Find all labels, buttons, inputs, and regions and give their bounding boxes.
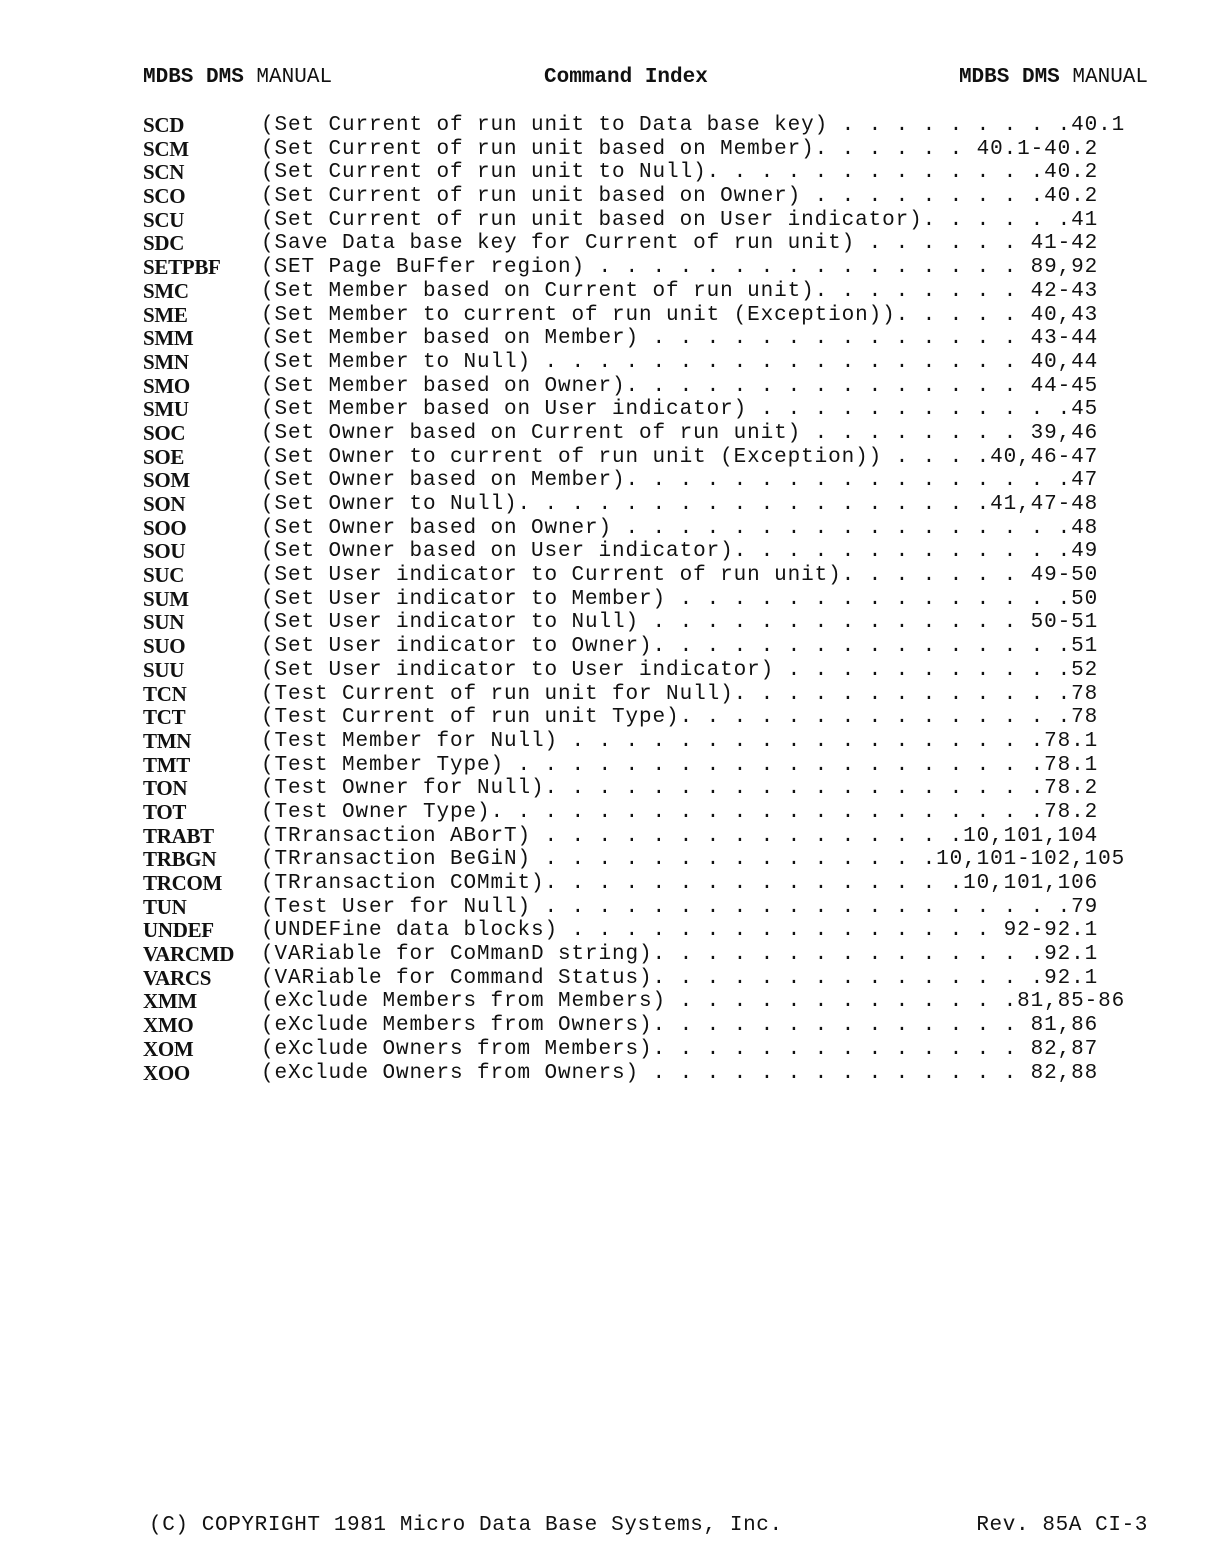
index-entry: [143, 967, 1148, 991]
command-description: (eXclude Members from Owners). . . . . . . . . . . . . . 81,86: [261, 1014, 1099, 1038]
index-entry: [143, 1062, 1148, 1086]
command-description: (Set Current of run unit based on Owner) . . . . . . . . .40.2: [261, 185, 1099, 209]
command-code: SUN: [143, 610, 185, 635]
command-description: (Set Member based on Owner). . . . . . . . . . . . . . . 44-45: [261, 374, 1099, 398]
command-code: SUO: [143, 634, 186, 659]
index-entry: [143, 517, 1148, 541]
index-entry: [143, 540, 1148, 564]
command-description: (SET Page BuFfer region) . . . . . . . . . . . . . . . . 89,92: [261, 256, 1099, 280]
command-code: XMO: [143, 1013, 194, 1038]
command-description: (Set Owner based on Owner) . . . . . . . . . . . . . . . . .48: [261, 516, 1099, 540]
index-entry: [143, 730, 1148, 754]
command-description: (Set User indicator to Current of run unit). . . . . . . 49-50: [261, 564, 1099, 588]
index-entry: [143, 493, 1148, 517]
index-entry: [143, 825, 1148, 849]
command-description: (eXclude Members from Members) . . . . . . . . . . . . .81,85-86: [261, 990, 1126, 1014]
index-entry: [143, 138, 1148, 162]
command-code: XOO: [143, 1060, 190, 1085]
index-entry: [143, 209, 1148, 233]
command-code: SUC: [143, 563, 185, 588]
command-code: TCN: [143, 681, 187, 706]
index-entry: [143, 754, 1148, 778]
command-code: SCD: [143, 113, 185, 137]
header-title: Command Index: [544, 66, 708, 89]
command-description: (Set Current of run unit based on Member). . . . . . 40.1-40.2: [261, 137, 1099, 161]
index-entry: [143, 304, 1148, 328]
command-description: (Set User indicator to Null) . . . . . . . . . . . . . . 50-51: [261, 611, 1099, 635]
index-entry: [143, 1038, 1148, 1062]
command-description: (Set Current of run unit to Data base key) . . . . . . . . .40.1: [261, 114, 1126, 137]
page-footer: [149, 1514, 1148, 1542]
command-description: (Test Current of run unit Type). . . . . . . . . . . . . . .78: [261, 706, 1099, 730]
index-entry: [143, 683, 1148, 707]
command-description: (Set Current of run unit based on User indicator). . . . . .41: [261, 208, 1099, 232]
command-description: (UNDEFine data blocks) . . . . . . . . . . . . . . . . 92-92.1: [261, 919, 1099, 943]
index-entry: [143, 872, 1148, 896]
command-code: SOE: [143, 444, 185, 469]
command-code: SCM: [143, 136, 189, 161]
command-code: TRABT: [143, 823, 214, 848]
command-description: (Test Current of run unit for Null). . . . . . . . . . . . .78: [261, 682, 1099, 706]
command-description: (Set User indicator to Owner). . . . . . . . . . . . . . . .51: [261, 635, 1099, 659]
command-code: SUM: [143, 586, 189, 611]
command-code: SOM: [143, 468, 190, 493]
command-code: SMO: [143, 373, 190, 398]
command-description: (Set Owner to current of run unit (Exception)) . . . .40,46-47: [261, 445, 1099, 469]
index-entry: [143, 611, 1148, 635]
command-code: SUU: [143, 657, 185, 682]
header-right-brand: MDBS DMS: [958, 66, 1060, 89]
command-description: (Set Member to current of run unit (Exception)). . . . . 40,43: [261, 303, 1099, 327]
command-description: (Set Member to Null) . . . . . . . . . . . . . . . . . . 40,44: [261, 350, 1099, 374]
command-code: TRBGN: [143, 847, 217, 872]
command-description: (Set Owner to Null). . . . . . . . . . . . . . . . . .41,47-48: [261, 493, 1099, 516]
command-description: (Set Member based on User indicator) . . . . . . . . . . . .45: [261, 398, 1099, 422]
command-code: SCN: [143, 160, 185, 185]
copyright-notice: (C) COPYRIGHT 1981 Micro Data Base Systems, Inc.: [149, 1514, 783, 1537]
command-description: (VARiable for Command Status). . . . . . . . . . . . . . .92.1: [261, 966, 1099, 990]
command-description: (eXclude Owners from Owners) . . . . . . . . . . . . . . 82,88: [261, 1061, 1099, 1085]
index-entry: [143, 469, 1148, 493]
command-description: (Test Owner Type). . . . . . . . . . . . . . . . . . . . .78.2: [261, 800, 1099, 824]
index-entry: [143, 422, 1148, 446]
header-left: [143, 66, 332, 89]
command-code: SETPBF: [143, 255, 221, 280]
index-entry: [143, 919, 1148, 943]
command-description: (Save Data base key for Current of run unit) . . . . . . 41-42: [261, 232, 1099, 256]
index-entry: [143, 232, 1148, 256]
command-code: UNDEF: [143, 918, 214, 943]
index-entry: [143, 635, 1148, 659]
index-entry: [143, 588, 1148, 612]
command-description: (eXclude Owners from Members). . . . . . . . . . . . . . 82,87: [261, 1037, 1099, 1061]
index-entry: [143, 848, 1148, 872]
index-entry: [143, 706, 1148, 730]
command-code: TOT: [143, 799, 187, 824]
command-description: (TRransaction ABorT) . . . . . . . . . . . . . . . .10,101,104: [261, 824, 1099, 848]
command-description: (Set Member based on Current of run unit). . . . . . . . 42-43: [261, 279, 1099, 303]
command-code: SDC: [143, 231, 185, 256]
command-description: (TRransaction COMmit). . . . . . . . . . . . . . . .10,101,106: [261, 872, 1099, 895]
command-code: TCT: [143, 705, 186, 730]
index-entry: [143, 114, 1148, 138]
index-entry: [143, 398, 1148, 422]
command-code: XMM: [143, 989, 197, 1014]
command-code: SOO: [143, 515, 187, 540]
command-description: (Test Member Type) . . . . . . . . . . . . . . . . . . . .78.1: [261, 753, 1099, 777]
command-description: (Set Current of run unit to Null). . . . . . . . . . . . .40.2: [261, 161, 1099, 185]
command-code: SOU: [143, 539, 186, 564]
command-code: SOC: [143, 420, 186, 445]
index-entry: [143, 446, 1148, 470]
index-entry: [143, 659, 1148, 683]
command-description: (Test User for Null) . . . . . . . . . . . . . . . . . . . .79: [261, 895, 1099, 919]
command-code: SMM: [143, 326, 194, 351]
command-description: (Set User indicator to User indicator) . . . . . . . . . . .52: [261, 658, 1099, 682]
command-description: (Set Owner based on User indicator). . . . . . . . . . . . .49: [261, 540, 1099, 564]
header-right-rest: MANUAL: [1059, 66, 1148, 89]
command-code: SME: [143, 302, 188, 327]
command-description: (Set Owner based on Member). . . . . . . . . . . . . . . . .47: [261, 469, 1099, 493]
command-code: XOM: [143, 1036, 194, 1061]
command-description: (TRransaction BeGiN) . . . . . . . . . . . . . . .10,101-102,105: [261, 848, 1126, 872]
header-left-brand: MDBS DMS: [143, 66, 244, 89]
command-code: SCU: [143, 207, 185, 232]
command-code: TUN: [143, 894, 187, 919]
header-right: [959, 66, 1148, 89]
command-description: (Test Member for Null) . . . . . . . . . . . . . . . . . .78.1: [261, 729, 1099, 753]
command-code: SCO: [143, 184, 186, 209]
command-code: SON: [143, 492, 186, 516]
index-entry: [143, 256, 1148, 280]
index-entry: [143, 777, 1148, 801]
command-description: (Test Owner for Null). . . . . . . . . . . . . . . . . . .78.2: [261, 777, 1099, 801]
index-entry: [143, 943, 1148, 967]
command-index-list: [143, 114, 1148, 1085]
command-code: TMT: [143, 752, 190, 777]
command-code: SMU: [143, 397, 189, 422]
index-entry: [143, 1014, 1148, 1038]
index-entry: [143, 280, 1148, 304]
index-entry: [143, 327, 1148, 351]
command-code: TRCOM: [143, 871, 222, 895]
index-entry: [143, 161, 1148, 185]
command-description: (Set Member based on Member) . . . . . . . . . . . . . . 43-44: [261, 327, 1099, 351]
command-description: (Set Owner based on Current of run unit) . . . . . . . . 39,46: [261, 421, 1099, 445]
header-left-rest: MANUAL: [243, 66, 333, 89]
command-code: VARCMD: [143, 942, 235, 967]
revision-page-number: Rev. 85A CI-3: [976, 1514, 1148, 1537]
command-code: TON: [143, 776, 188, 801]
index-entry: [143, 351, 1148, 375]
index-entry: [143, 990, 1148, 1014]
index-entry: [143, 801, 1148, 825]
index-entry: [143, 375, 1148, 399]
index-entry: [143, 564, 1148, 588]
command-code: TMN: [143, 728, 192, 753]
page-header: [143, 66, 1148, 96]
command-description: (VARiable for CoMmanD string). . . . . . . . . . . . . . .92.1: [261, 943, 1099, 967]
command-code: VARCS: [143, 965, 212, 990]
command-code: SMC: [143, 278, 189, 303]
command-code: SMN: [143, 349, 189, 374]
command-description: (Set User indicator to Member) . . . . . . . . . . . . . . .50: [261, 587, 1099, 611]
index-entry: [143, 896, 1148, 920]
index-entry: [143, 185, 1148, 209]
